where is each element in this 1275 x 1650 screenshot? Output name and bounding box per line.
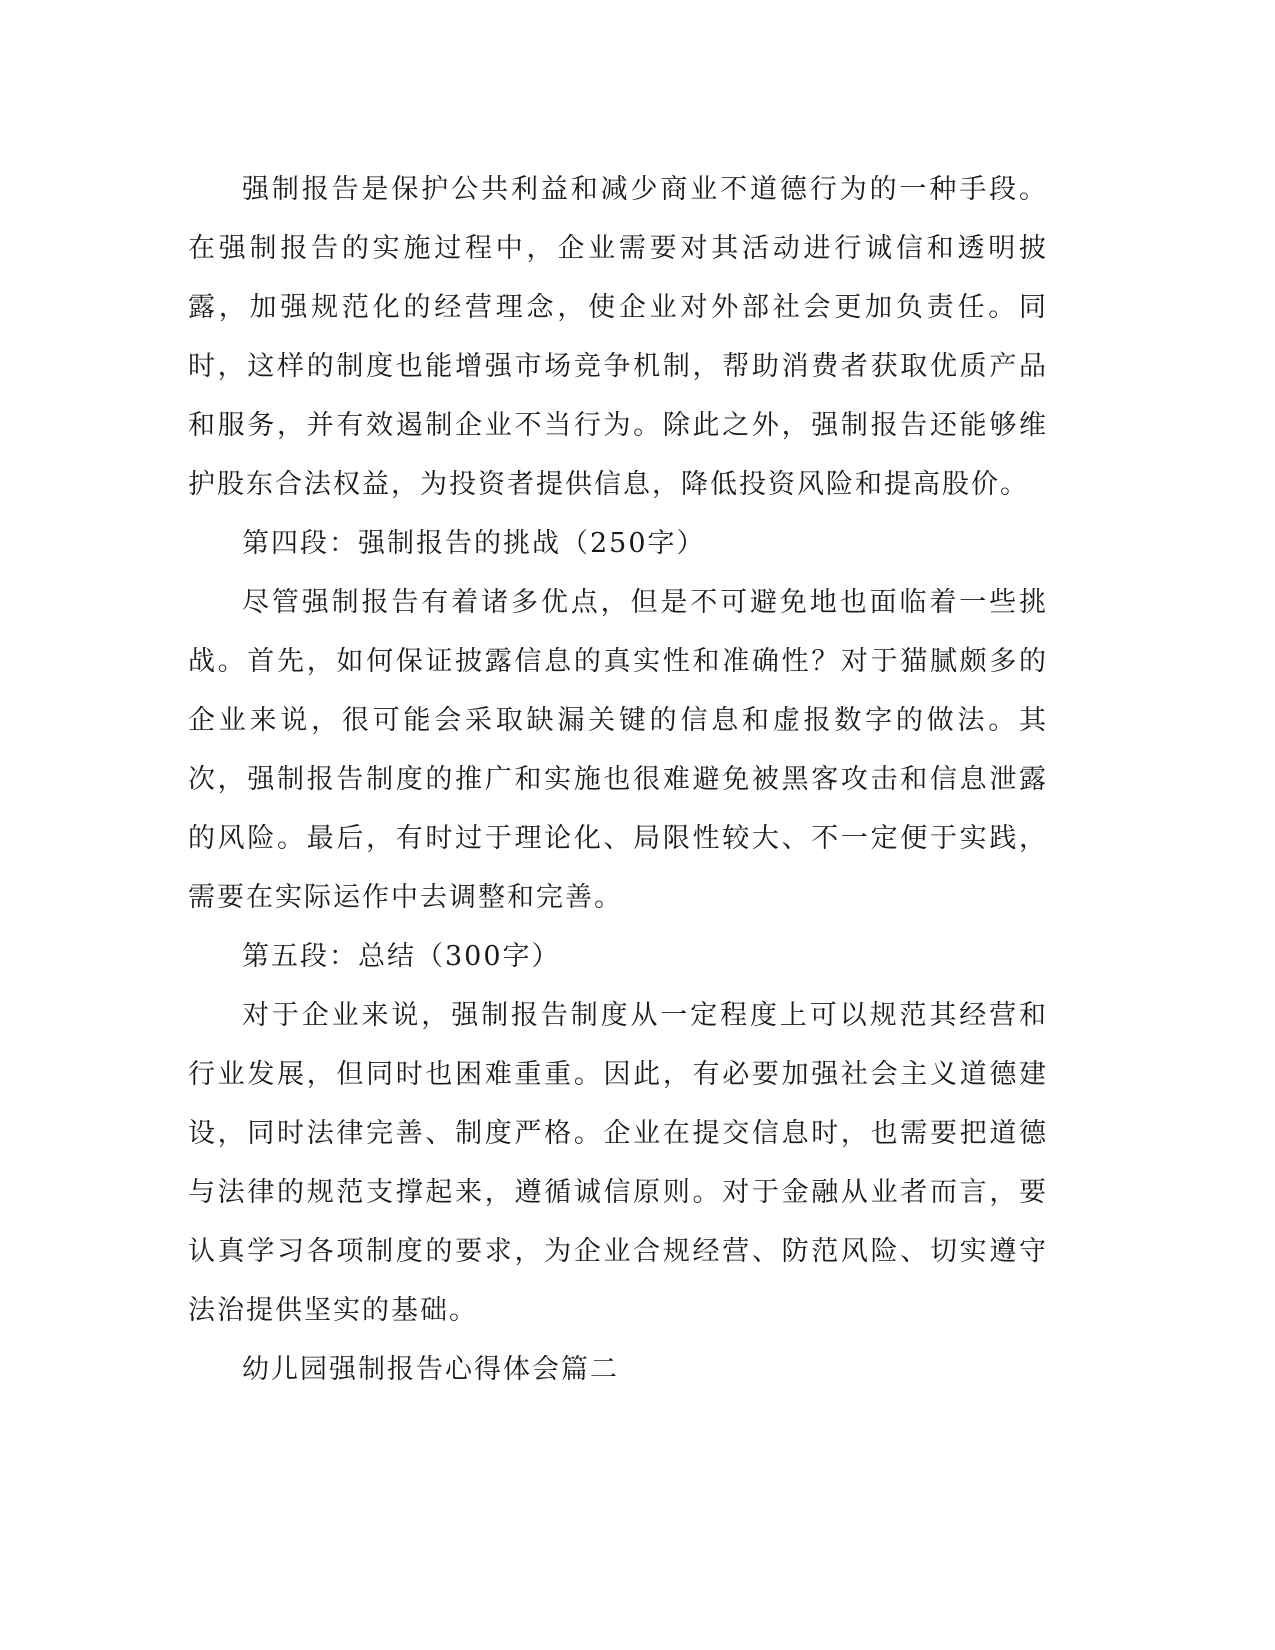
paragraph-challenges: 尽管强制报告有着诸多优点，但是不可避免地也面临着一些挑战。首先，如何保证披露信息的真实性和准确性？对于猫腻颇多的企业来说，很可能会采取缺漏关键的信息和虚报数字的做法。其次，强制报告制度的推广和实施也很难避免被黑客攻击和信息泄露的风险。最后，有时过于理论化、局限性较大、不一定便于实践，需要在实际运作中去调整和完善。 xyxy=(188,587,1048,913)
paragraph-summary: 对于企业来说，强制报告制度从一定程度上可以规范其经营和行业发展，但同时也困难重重。因此，有必要加强社会主义道德建设，同时法律完善、制度严格。企业在提交信息时，也需要把道德与法律的规范支撑起来，遵循诚信原则。对于金融从业者而言，要认真学习各项制度的要求，为企业合规经营、防范风险、切实遵守法治提供坚实的基础。 xyxy=(188,1000,1048,1326)
section-heading-summary: 第五段：总结（300字） xyxy=(242,941,561,972)
section-heading-challenges: 第四段：强制报告的挑战（250字） xyxy=(242,528,706,559)
document-body xyxy=(188,160,1048,1399)
paragraph-benefits: 强制报告是保护公共利益和减少商业不道德行为的一种手段。在强制报告的实施过程中，企业需要对其活动进行诚信和透明披露，加强规范化的经营理念，使企业对外部社会更加负责任。同时，这样的制度也能增强市场竞争机制，帮助消费者获取优质产品和服务，并有效遏制企业不当行为。除此之外，强制报告还能够维护股东合法权益，为投资者提供信息，降低投资风险和提高股价。 xyxy=(188,174,1048,500)
article-heading-part-two: 幼儿园强制报告心得体会篇二 xyxy=(242,1354,619,1385)
